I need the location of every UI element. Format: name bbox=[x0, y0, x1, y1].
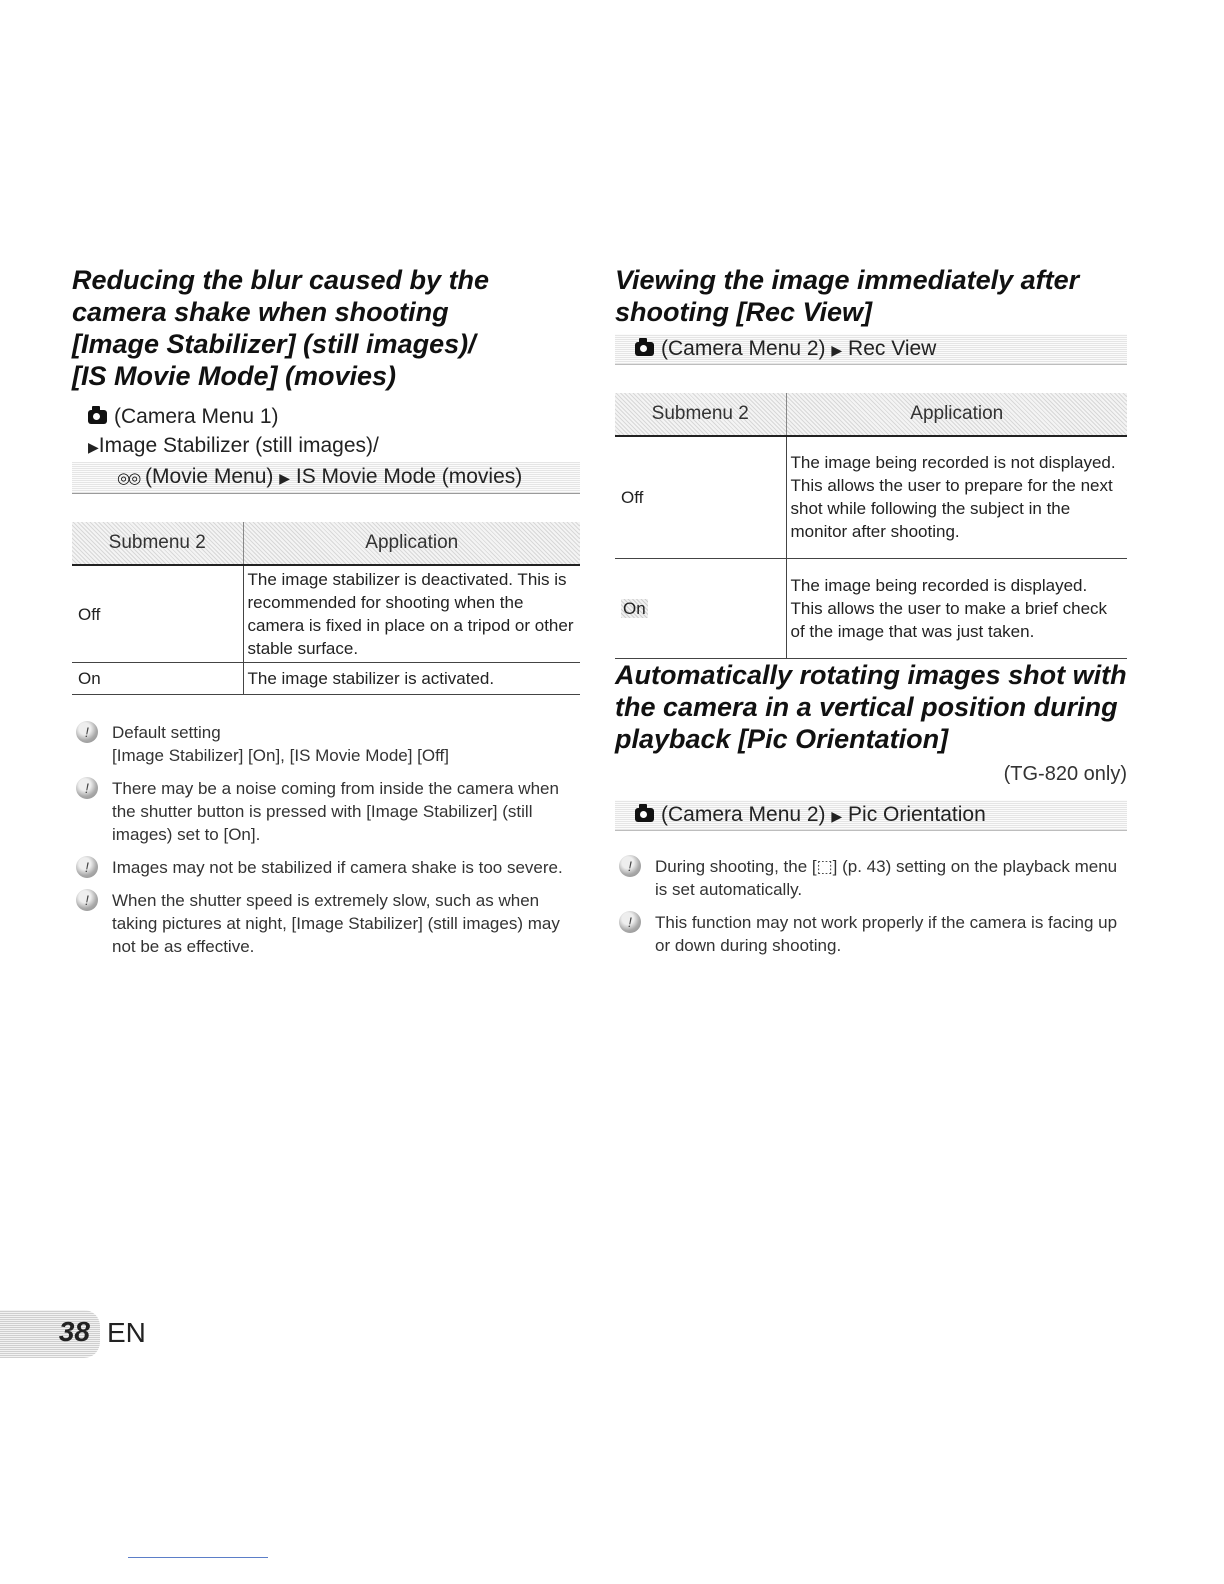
table-row bbox=[615, 436, 1127, 558]
menu-path-rec-view: (Camera Menu 2) ▶ Rec View bbox=[615, 334, 1127, 365]
note-icon: ! bbox=[619, 911, 641, 933]
menu-path-image-stabilizer: (Camera Menu 1) ▶Image Stabilizer (still images)/ ◎◎ (Movie Menu) ▶ IS Movie Mode (movies) bbox=[88, 402, 580, 494]
camera-icon bbox=[88, 410, 107, 424]
right-column bbox=[615, 264, 1127, 957]
table-row bbox=[615, 558, 1127, 658]
application-text: The image stabilizer is activated. bbox=[243, 663, 580, 695]
note-item: ! There may be a noise coming from inside the camera when the shutter button is pressed with [Image Stabilizer] (still images) set to [On]. bbox=[72, 777, 580, 846]
application-text: The image being recorded is displayed. This allows the user to make a brief check of the image that was just taken. bbox=[786, 558, 1127, 658]
note-item: ! When the shutter speed is extremely slow, such as when taking pictures at night, [Image Stabilizer] (still images) may not be as effective. bbox=[72, 889, 580, 958]
application-text: The image stabilizer is deactivated. This is recommended for shooting when the camera is fixed in place on a tripod or other stable surface. bbox=[243, 565, 580, 663]
left-column bbox=[72, 264, 580, 958]
table-header-row bbox=[72, 522, 580, 565]
note-icon: ! bbox=[76, 721, 98, 743]
section-heading-pic-orientation: Automatically rotating images shot with the camera in a vertical position during playback [Pic Orientation] bbox=[615, 659, 1127, 754]
submenu-value: Off bbox=[615, 436, 786, 558]
submenu-value: Off bbox=[72, 565, 243, 663]
note-item: ! Images may not be stabilized if camera shake is too severe. bbox=[72, 856, 580, 879]
note-item: ! Default setting [Image Stabilizer] [On], [IS Movie Mode] [Off] bbox=[72, 721, 580, 767]
note-icon: ! bbox=[76, 889, 98, 911]
table-header: Submenu 2 bbox=[615, 393, 786, 436]
camera-icon bbox=[635, 342, 654, 356]
note-item: ! During shooting, the [⬚] (p. 43) setting on the playback menu is set automatically. bbox=[615, 855, 1127, 901]
table-row bbox=[72, 565, 580, 663]
menu-path-pic-orientation: (Camera Menu 2) ▶ Pic Orientation bbox=[615, 800, 1127, 831]
notes-list bbox=[72, 721, 580, 958]
notes-list bbox=[615, 855, 1127, 957]
arrow-right-icon: ▶ bbox=[831, 342, 843, 358]
submenu-table-rec-view bbox=[615, 393, 1127, 659]
page-number-tab bbox=[0, 1310, 100, 1358]
section-heading-rec-view: Viewing the image immediately after shooting [Rec View] bbox=[615, 265, 1080, 327]
camera-icon bbox=[635, 808, 654, 822]
section-heading-image-stabilizer: Reducing the blur caused by the camera shake when shooting [Image Stabilizer] (still images)/ [IS Movie Mode] (movies) bbox=[72, 265, 490, 391]
movie-icon: ◎◎ bbox=[117, 470, 140, 487]
table-row bbox=[72, 663, 580, 695]
page-number: 38 bbox=[58, 1316, 90, 1347]
submenu-value: On bbox=[615, 558, 786, 658]
note-icon: ! bbox=[76, 856, 98, 878]
table-header: Application bbox=[786, 393, 1127, 436]
application-text: The image being recorded is not displayed. This allows the user to prepare for the next shot while following the subject in the monitor after shooting. bbox=[786, 436, 1127, 558]
note-icon: ! bbox=[619, 855, 641, 877]
page-footer bbox=[0, 1310, 150, 1358]
table-header: Application bbox=[243, 522, 580, 565]
bottom-rule bbox=[128, 1557, 268, 1558]
arrow-right-icon: ▶ bbox=[831, 807, 843, 824]
submenu-table-image-stabilizer bbox=[72, 522, 580, 695]
note-item: ! This function may not work properly if the camera is facing up or down during shooting. bbox=[615, 911, 1127, 957]
table-header-row bbox=[615, 393, 1127, 436]
submenu-value: On bbox=[72, 663, 243, 695]
page-language: EN bbox=[107, 1317, 146, 1348]
table-header: Submenu 2 bbox=[72, 522, 243, 565]
model-note: (TG-820 only) bbox=[1003, 762, 1127, 785]
note-icon: ! bbox=[76, 777, 98, 799]
arrow-right-icon: ▶ bbox=[279, 470, 291, 486]
arrow-right-icon: ▶ bbox=[88, 439, 99, 455]
